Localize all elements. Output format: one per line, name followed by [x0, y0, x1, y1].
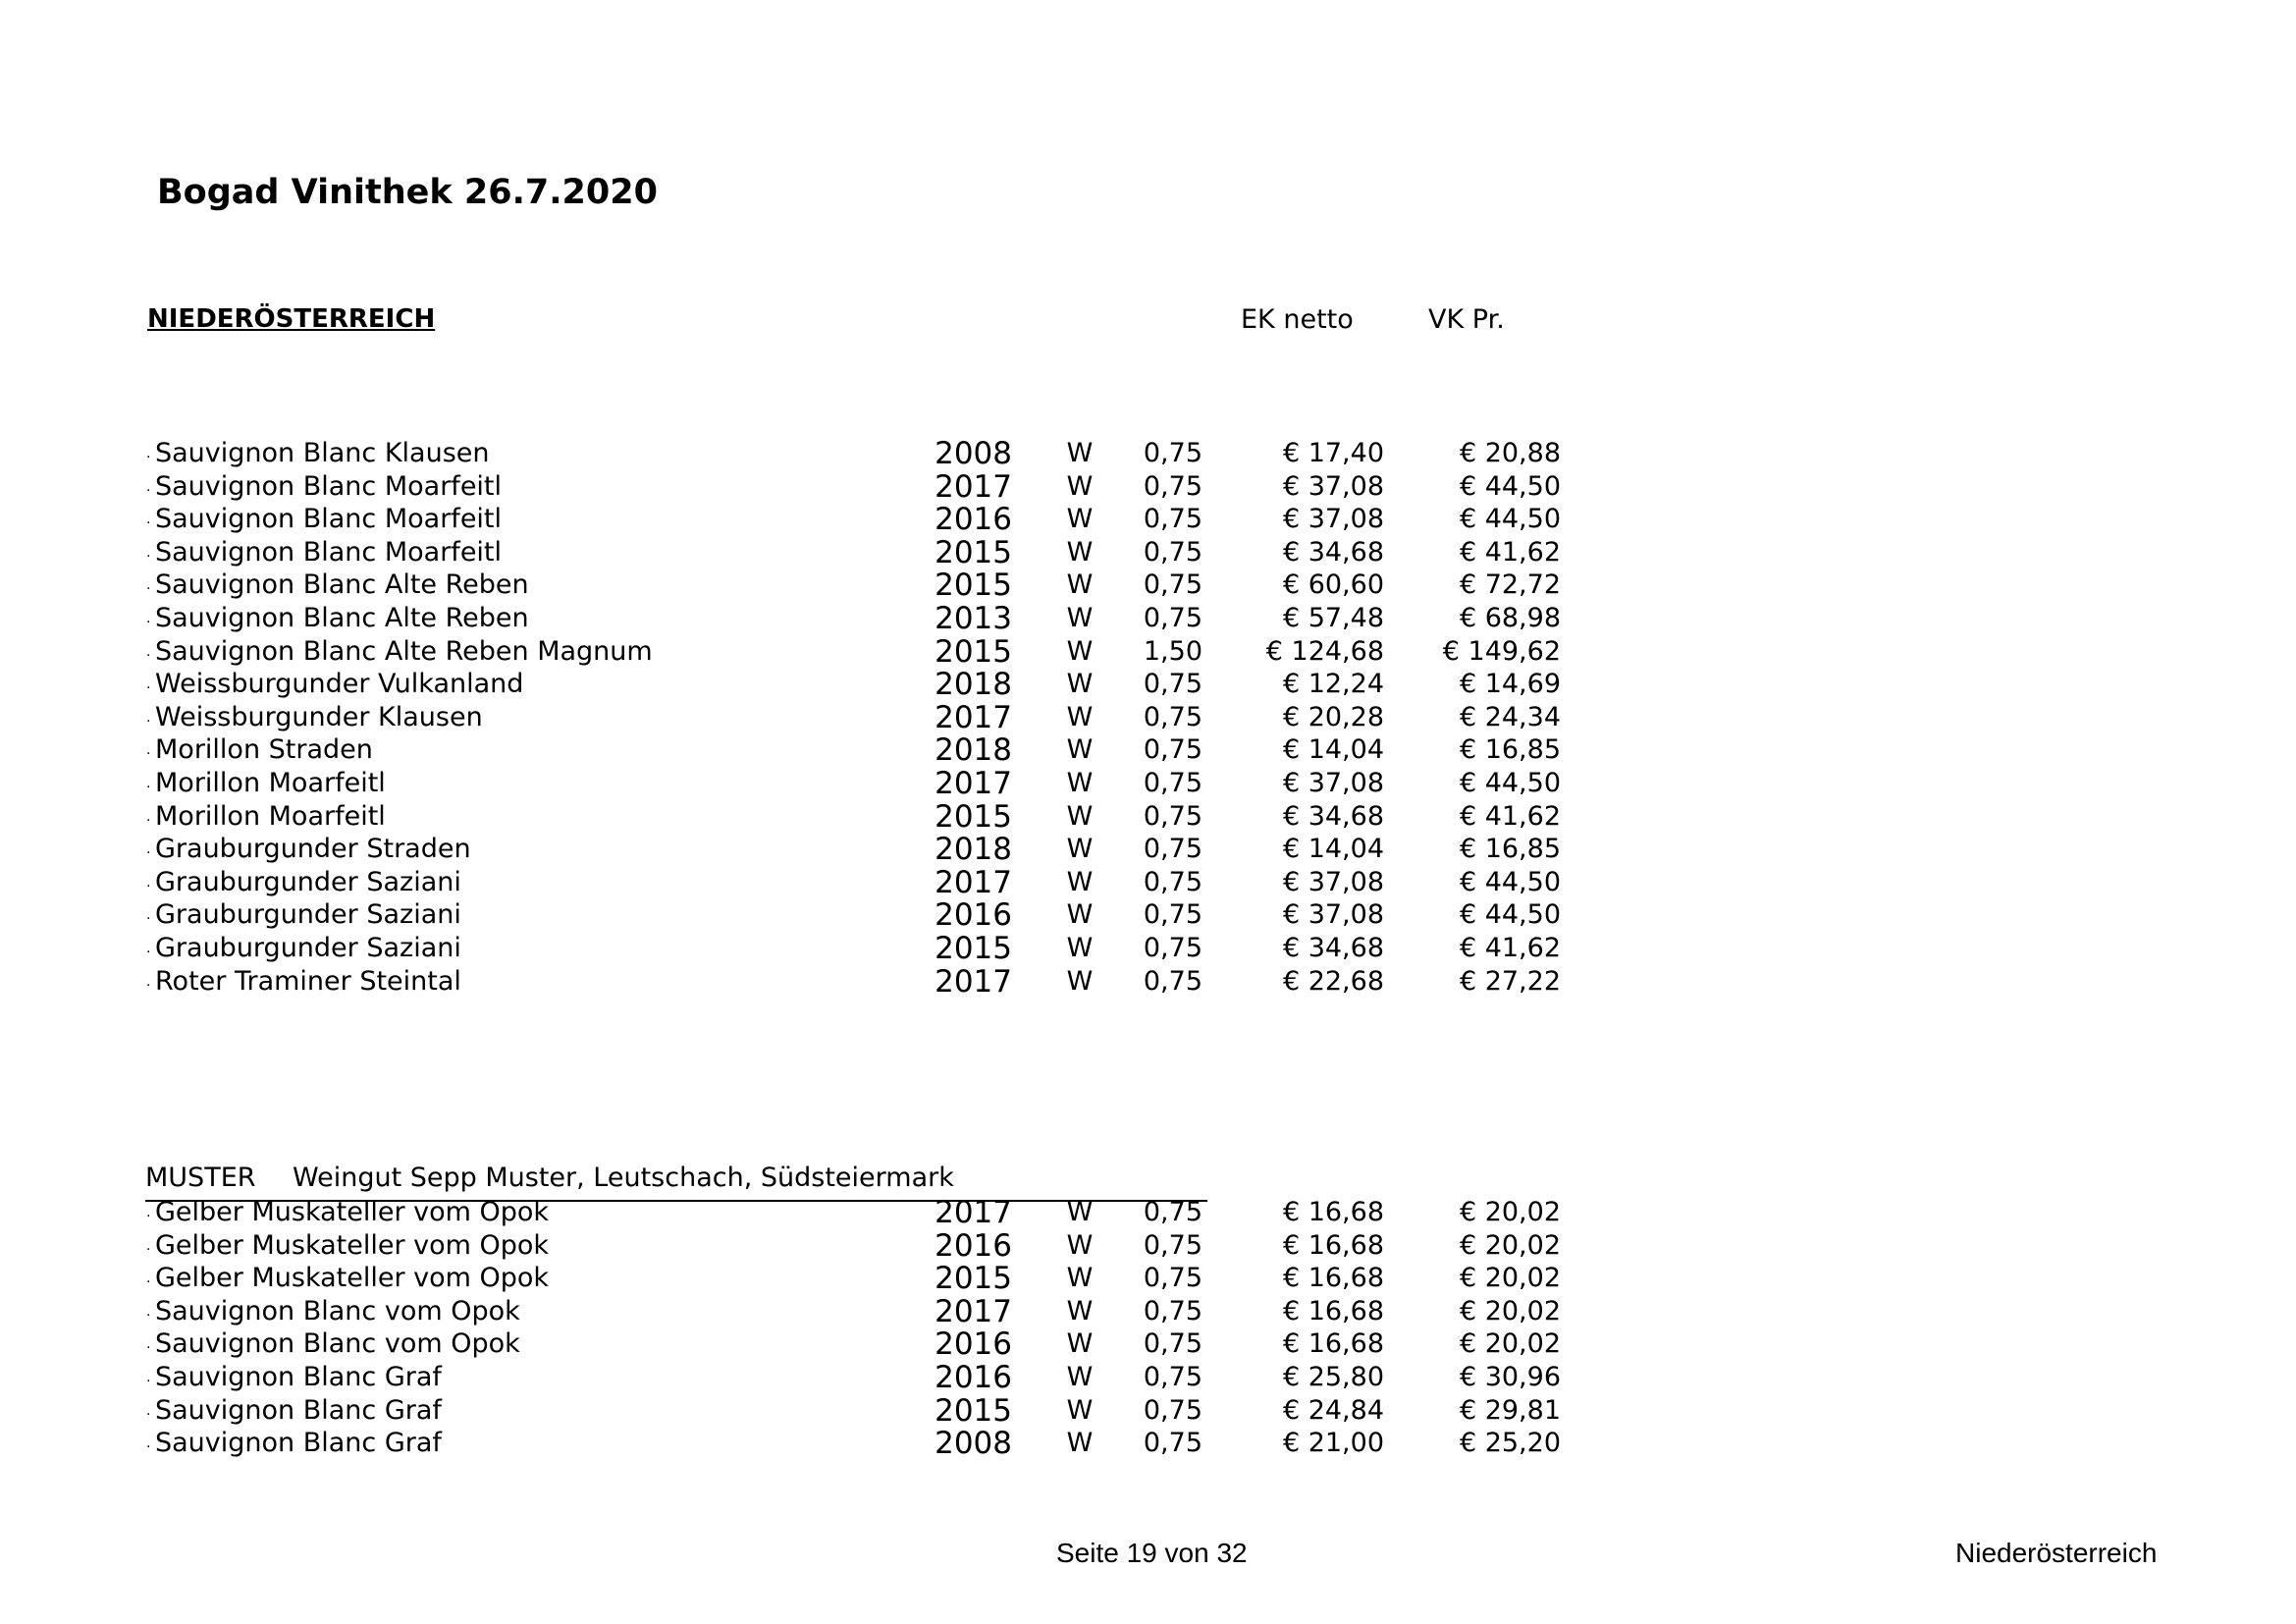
vintage: 2015 [934, 798, 1012, 835]
ek-price: € 37,08 [1282, 899, 1384, 931]
wine-name: Roter Traminer Steintal [155, 965, 461, 997]
vk-price: € 20,02 [1459, 1197, 1561, 1227]
ek-price: € 124,68 [1265, 635, 1384, 667]
region-heading: NIEDERÖSTERREICH [147, 304, 436, 334]
table-row [0, 437, 2296, 470]
vk-price: € 68,98 [1459, 603, 1561, 633]
ek-price: € 25,80 [1282, 1362, 1384, 1392]
vintage: 2017 [934, 766, 1012, 801]
vk-price: € 20,02 [1459, 1328, 1561, 1360]
column-header-ek: EK netto [1241, 304, 1354, 335]
wine-type: W [1066, 800, 1094, 832]
vk-price: € 149,62 [1442, 635, 1561, 667]
wine-type: W [1066, 1362, 1094, 1392]
page-number: Seite 19 von 32 [1056, 1538, 1248, 1568]
vintage: 2015 [934, 1261, 1012, 1297]
vk-price: € 14,69 [1459, 669, 1561, 700]
wine-type: W [1066, 1229, 1094, 1261]
bottle-size: 0,75 [1143, 536, 1202, 568]
wine-name: Sauvignon Blanc vom Opok [155, 1295, 520, 1326]
wine-type: W [1066, 933, 1094, 963]
vintage: 2008 [934, 1426, 1012, 1462]
bottle-size: 0,75 [1143, 834, 1202, 865]
ek-price: € 22,68 [1282, 965, 1384, 997]
column-header-vk: VK Pr. [1428, 304, 1505, 335]
ek-price: € 60,60 [1282, 569, 1384, 601]
table-row [0, 1229, 2296, 1263]
vk-price: € 44,50 [1459, 768, 1561, 798]
wine-name: Gelber Muskateller vom Opok [155, 1197, 550, 1227]
bullet-dot-icon: . [146, 1336, 151, 1353]
bullet-dot-icon: . [146, 577, 151, 594]
wine-name: Sauvignon Blanc Moarfeitl [155, 504, 503, 535]
ek-price: € 37,08 [1282, 866, 1384, 897]
wine-name: Morillon Moarfeitl [155, 800, 386, 832]
ek-price: € 34,68 [1282, 933, 1384, 963]
wine-type: W [1066, 569, 1094, 601]
vintage: 2018 [934, 667, 1012, 703]
vintage: 2017 [934, 864, 1012, 900]
vk-price: € 20,02 [1459, 1263, 1561, 1294]
table-row [0, 503, 2296, 536]
bullet-dot-icon: . [146, 1370, 151, 1385]
vintage: 2015 [934, 568, 1012, 604]
table-row [0, 1394, 2296, 1428]
bottle-size: 0,75 [1143, 669, 1202, 700]
vintage: 2008 [934, 436, 1012, 471]
wine-name: Grauburgunder Saziani [155, 866, 461, 897]
bottle-size: 0,75 [1143, 701, 1202, 732]
wine-type: W [1066, 1428, 1094, 1459]
bullet-dot-icon: . [146, 1271, 151, 1287]
wine-name: Sauvignon Blanc Moarfeitl [155, 536, 503, 568]
producer-code: MUSTER [145, 1163, 256, 1193]
vintage: 2015 [934, 633, 1012, 670]
bullet-dot-icon: . [146, 874, 151, 891]
wine-type: W [1066, 1295, 1094, 1326]
wine-type: W [1066, 834, 1094, 865]
bullet-dot-icon: . [146, 1303, 151, 1320]
bottle-size: 0,75 [1143, 1295, 1202, 1326]
vk-price: € 20,88 [1459, 438, 1561, 468]
vintage: 2015 [934, 534, 1012, 570]
ek-price: € 21,00 [1282, 1428, 1384, 1459]
table-row [0, 635, 2296, 669]
vk-price: € 29,81 [1459, 1394, 1561, 1426]
producer-description: Weingut Sepp Muster, Leutschach, Südsteiermark [293, 1163, 954, 1193]
bullet-dot-icon: . [146, 677, 151, 693]
bottle-size: 0,75 [1143, 866, 1202, 897]
ek-price: € 57,48 [1282, 603, 1384, 633]
bottle-size: 0,75 [1143, 1428, 1202, 1459]
bullet-dot-icon: . [146, 446, 151, 461]
bullet-dot-icon: . [146, 841, 151, 858]
vintage: 2018 [934, 832, 1012, 868]
bottle-size: 0,75 [1143, 965, 1202, 997]
table-row [0, 898, 2296, 932]
bottle-size: 0,75 [1143, 569, 1202, 601]
bottle-size: 0,75 [1143, 800, 1202, 832]
wine-name: Sauvignon Blanc Graf [155, 1428, 442, 1459]
vk-price: € 20,02 [1459, 1229, 1561, 1261]
bottle-size: 1,50 [1143, 635, 1202, 667]
vintage: 2013 [934, 601, 1012, 636]
vintage: 2017 [934, 699, 1012, 735]
table-row [0, 833, 2296, 866]
table-row [0, 1327, 2296, 1361]
footer-region: Niederösterreich [1955, 1538, 2158, 1568]
wine-type: W [1066, 438, 1094, 468]
wine-type: W [1066, 701, 1094, 732]
bottle-size: 0,75 [1143, 1197, 1202, 1227]
bullet-dot-icon: . [146, 611, 151, 626]
vintage: 2017 [934, 1195, 1012, 1230]
bullet-dot-icon: . [146, 709, 151, 726]
vk-price: € 16,85 [1459, 834, 1561, 865]
table-row [0, 800, 2296, 834]
vk-price: € 16,85 [1459, 734, 1561, 766]
wine-name: Gelber Muskateller vom Opok [155, 1229, 550, 1261]
wine-type: W [1066, 1394, 1094, 1426]
bullet-dot-icon: . [146, 512, 151, 528]
bottle-size: 0,75 [1143, 504, 1202, 535]
ek-price: € 37,08 [1282, 504, 1384, 535]
wine-name: Sauvignon Blanc vom Opok [155, 1328, 520, 1360]
bottle-size: 0,75 [1143, 603, 1202, 633]
wine-type: W [1066, 635, 1094, 667]
vk-price: € 44,50 [1459, 899, 1561, 931]
vintage: 2017 [934, 468, 1012, 505]
wine-type: W [1066, 1197, 1094, 1227]
vk-price: € 20,02 [1459, 1295, 1561, 1326]
bottle-size: 0,75 [1143, 1394, 1202, 1426]
bullet-dot-icon: . [146, 1205, 151, 1220]
wine-type: W [1066, 899, 1094, 931]
vintage: 2015 [934, 931, 1012, 966]
wine-name: Grauburgunder Saziani [155, 933, 461, 963]
vintage: 2016 [934, 1360, 1012, 1395]
bullet-dot-icon: . [146, 941, 151, 956]
wine-name: Sauvignon Blanc Graf [155, 1362, 442, 1392]
bullet-dot-icon: . [146, 1435, 151, 1452]
table-row [0, 536, 2296, 569]
vk-price: € 44,50 [1459, 504, 1561, 535]
bottle-size: 0,75 [1143, 933, 1202, 963]
wine-name: Sauvignon Blanc Moarfeitl [155, 470, 503, 502]
bullet-dot-icon: . [146, 1402, 151, 1419]
wine-type: W [1066, 669, 1094, 700]
vintage: 2016 [934, 502, 1012, 538]
table-row [0, 1196, 2296, 1229]
wine-name: Gelber Muskateller vom Opok [155, 1263, 550, 1294]
table-row [0, 568, 2296, 602]
ek-price: € 20,28 [1282, 701, 1384, 732]
wine-name: Sauvignon Blanc Graf [155, 1394, 442, 1426]
bottle-size: 0,75 [1143, 768, 1202, 798]
bullet-dot-icon: . [146, 808, 151, 825]
wine-type: W [1066, 768, 1094, 798]
wine-type: W [1066, 470, 1094, 502]
table-row [0, 866, 2296, 899]
ek-price: € 16,68 [1282, 1197, 1384, 1227]
vk-price: € 27,22 [1459, 965, 1561, 997]
wine-name: Grauburgunder Saziani [155, 899, 461, 931]
vk-price: € 24,34 [1459, 701, 1561, 732]
wine-type: W [1066, 965, 1094, 997]
wine-name: Morillon Moarfeitl [155, 768, 386, 798]
wine-type: W [1066, 603, 1094, 633]
vintage: 2016 [934, 897, 1012, 934]
wine-name: Sauvignon Blanc Alte Reben [155, 603, 529, 633]
bullet-dot-icon: . [146, 643, 151, 660]
bottle-size: 0,75 [1143, 734, 1202, 766]
ek-price: € 37,08 [1282, 470, 1384, 502]
bullet-dot-icon: . [146, 973, 151, 990]
wine-name: Grauburgunder Straden [155, 834, 471, 865]
table-row [0, 1262, 2296, 1295]
vintage: 2016 [934, 1326, 1012, 1363]
bottle-size: 0,75 [1143, 1263, 1202, 1294]
vintage: 2016 [934, 1227, 1012, 1264]
table-row [0, 965, 2296, 999]
wine-type: W [1066, 504, 1094, 535]
table-row [0, 668, 2296, 701]
bullet-dot-icon: . [146, 742, 151, 759]
wine-type: W [1066, 536, 1094, 568]
wine-name: Sauvignon Blanc Alte Reben [155, 569, 529, 601]
vintage: 2017 [934, 1293, 1012, 1329]
ek-price: € 37,08 [1282, 768, 1384, 798]
ek-price: € 17,40 [1282, 438, 1384, 468]
vk-price: € 44,50 [1459, 866, 1561, 897]
bullet-dot-icon: . [146, 478, 151, 495]
vintage: 2015 [934, 1392, 1012, 1429]
bottle-size: 0,75 [1143, 438, 1202, 468]
ek-price: € 14,04 [1282, 734, 1384, 766]
bottle-size: 0,75 [1143, 1362, 1202, 1392]
vk-price: € 25,20 [1459, 1428, 1561, 1459]
table-row [0, 767, 2296, 800]
vk-price: € 30,96 [1459, 1362, 1561, 1392]
page-title: Bogad Vinithek 26.7.2020 [157, 173, 658, 212]
vk-price: € 44,50 [1459, 470, 1561, 502]
bottle-size: 0,75 [1143, 1328, 1202, 1360]
bullet-dot-icon: . [146, 776, 151, 791]
vintage: 2018 [934, 732, 1012, 769]
table-row [0, 470, 2296, 504]
ek-price: € 16,68 [1282, 1295, 1384, 1326]
ek-price: € 16,68 [1282, 1328, 1384, 1360]
wine-type: W [1066, 734, 1094, 766]
ek-price: € 34,68 [1282, 536, 1384, 568]
vk-price: € 41,62 [1459, 536, 1561, 568]
table-row [0, 602, 2296, 635]
bottle-size: 0,75 [1143, 1229, 1202, 1261]
table-row [0, 733, 2296, 767]
ek-price: € 24,84 [1282, 1394, 1384, 1426]
vk-price: € 72,72 [1459, 569, 1561, 601]
table-row [0, 932, 2296, 965]
ek-price: € 16,68 [1282, 1263, 1384, 1294]
bullet-dot-icon: . [146, 1237, 151, 1254]
ek-price: € 14,04 [1282, 834, 1384, 865]
table-row [0, 1427, 2296, 1460]
vintage: 2017 [934, 963, 1012, 1000]
table-row [0, 1295, 2296, 1328]
wine-name: Weissburgunder Vulkanland [155, 669, 524, 700]
bullet-dot-icon: . [146, 907, 151, 924]
vk-price: € 41,62 [1459, 800, 1561, 832]
wine-type: W [1066, 866, 1094, 897]
bottle-size: 0,75 [1143, 470, 1202, 502]
vk-price: € 41,62 [1459, 933, 1561, 963]
wine-name: Weissburgunder Klausen [155, 701, 483, 732]
ek-price: € 16,68 [1282, 1229, 1384, 1261]
wine-name: Morillon Straden [155, 734, 373, 766]
ek-price: € 34,68 [1282, 800, 1384, 832]
bullet-dot-icon: . [146, 544, 151, 561]
bottle-size: 0,75 [1143, 899, 1202, 931]
table-row [0, 701, 2296, 734]
table-row [0, 1361, 2296, 1394]
wine-type: W [1066, 1328, 1094, 1360]
wine-name: Sauvignon Blanc Alte Reben Magnum [155, 635, 653, 667]
wine-type: W [1066, 1263, 1094, 1294]
wine-name: Sauvignon Blanc Klausen [155, 438, 490, 468]
ek-price: € 12,24 [1282, 669, 1384, 700]
